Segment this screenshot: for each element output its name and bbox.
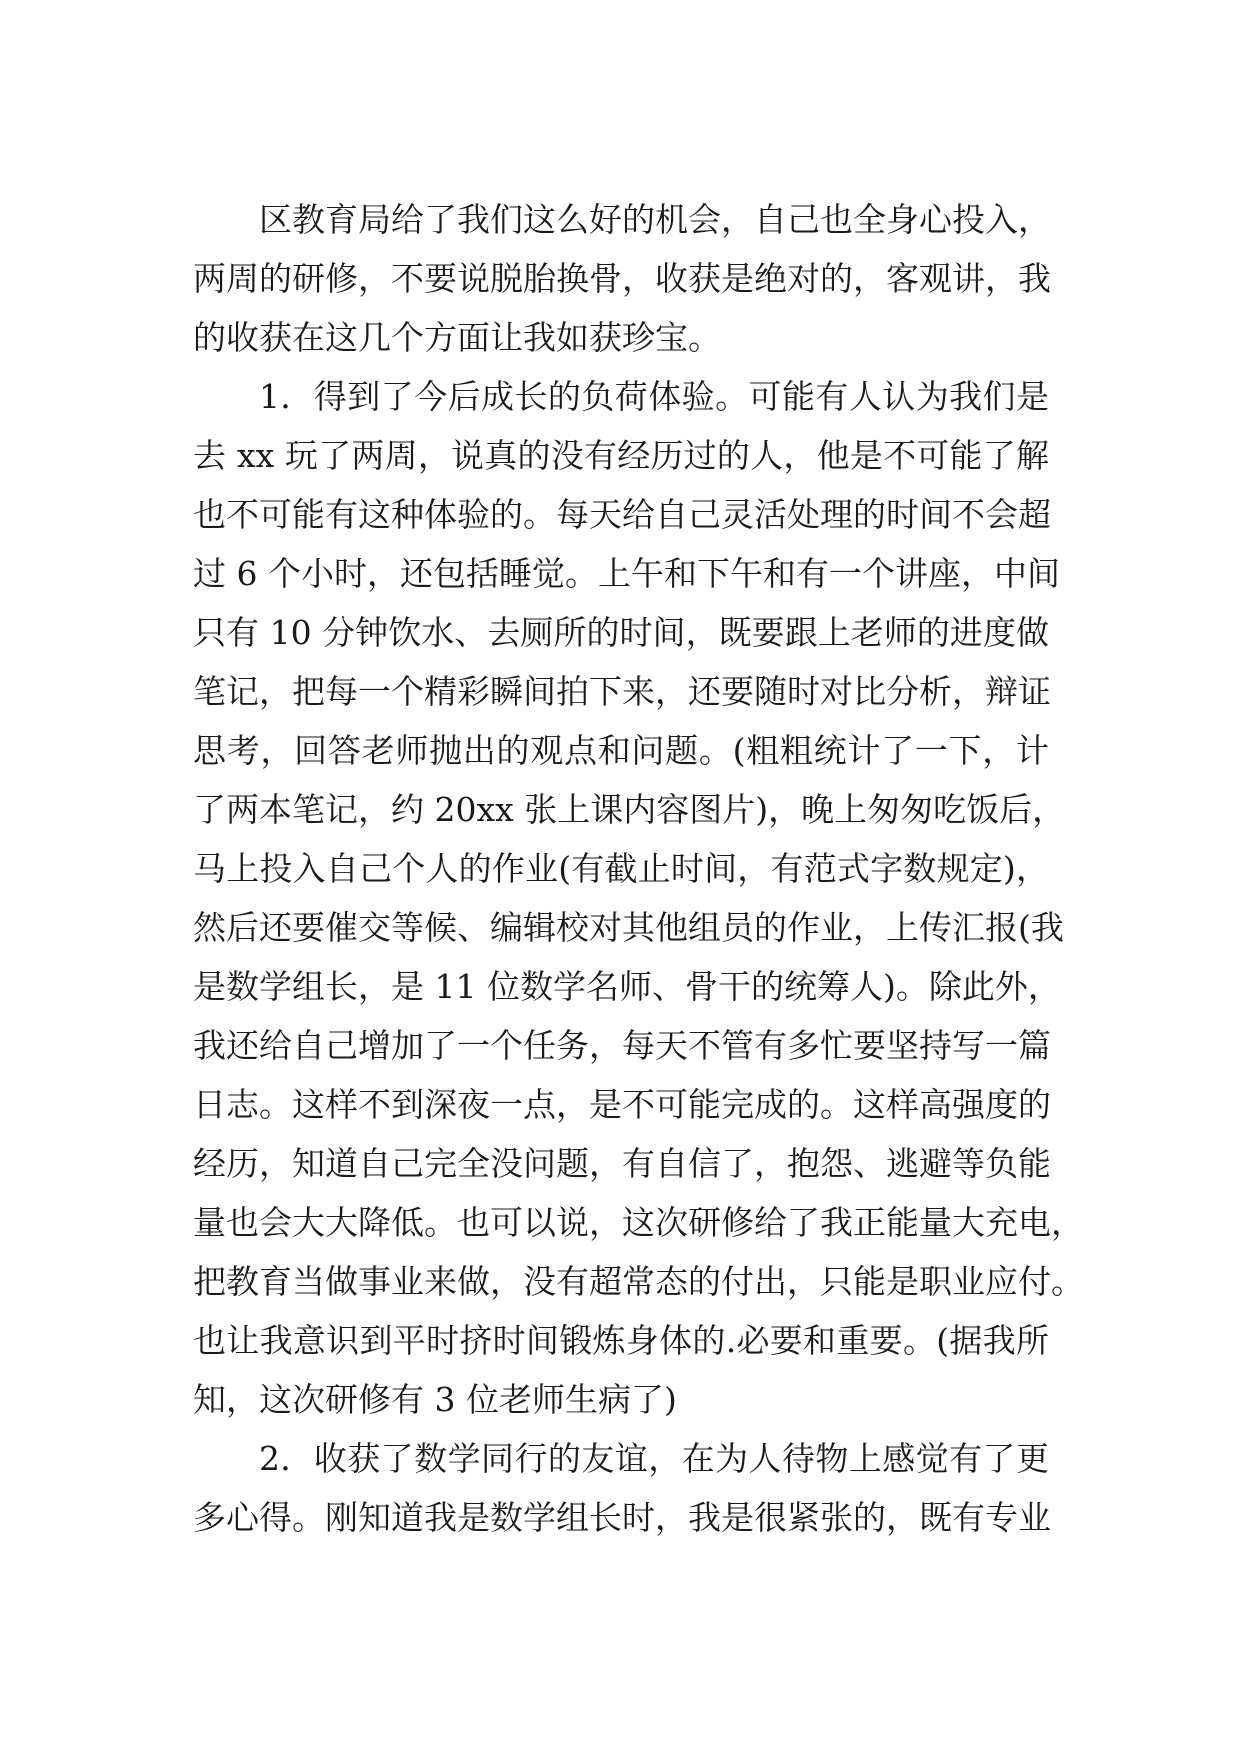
text-line: 去 xx 玩了两周，说真的没有经历过的人，他是不可能了解 [193,436,1049,475]
text-line: 是数学组长，是 11 位数学名师、骨干的统筹人)。除此外， [193,967,1061,1006]
text-line: 笔记，把每一个精彩瞬间拍下来，还要随时对比分析，辩证 [193,672,1051,711]
text-line: 只有 10 分钟饮水、去厕所的时间，既要跟上老师的进度做 [193,613,1049,652]
text-line: 知，这次研修有 3 位老师生病了) [193,1380,677,1419]
text-line: 也不可能有这种体验的。每天给自己灵活处理的时间不会超 [193,495,1051,534]
text-line: 1．得到了今后成长的负荷体验。可能有人认为我们是 [259,377,1049,416]
text-line: 我还给自己增加了一个任务，每天不管有多忙要坚持写一篇 [193,1026,1051,1065]
paragraph-point-2 [193,1429,1049,1547]
text-line: 多心得。刚知道我是数学组长时，我是很紧张的，既有专业 [193,1498,1051,1537]
text-line: 过 6 个小时，还包括睡觉。上午和下午和有一个讲座，中间 [193,554,1060,593]
text-line: 把教育当做事业来做，没有超常态的付出，只能是职业应付。 [193,1262,1084,1301]
text-line: 2．收获了数学同行的友谊，在为人待物上感觉有了更 [259,1439,1049,1478]
text-line: 两周的研修，不要说脱胎换骨，收获是绝对的，客观讲，我 [193,259,1051,298]
paragraph-point-1 [193,367,1084,1429]
text-line: 然后还要催交等候、编辑校对其他组员的作业，上传汇报(我 [193,908,1064,947]
text-line: 经历，知道自己完全没问题，有自信了，抱怨、逃避等负能 [193,1144,1051,1183]
text-line: 日志。这样不到深夜一点，是不可能完成的。这样高强度的 [193,1085,1051,1124]
text-line: 了两本笔记，约 20xx 张上课内容图片)，晚上匆匆吃饭后， [193,790,1066,829]
text-line: 马上投入自己个人的作业(有截止时间，有范式字数规定)， [193,849,1049,888]
text-line: 也让我意识到平时挤时间锻炼身体的.必要和重要。(据我所 [193,1321,1049,1360]
document-body [193,190,1084,1547]
paragraph-intro [193,190,1049,367]
text-line: 思考，回答老师抛出的观点和问题。(粗粗统计了一下，计 [193,731,1049,770]
text-line: 的收获在这几个方面让我如获珍宝。 [193,318,721,357]
text-line: 量也会大大降低。也可以说，这次研修给了我正能量大充电， [193,1203,1084,1242]
text-line: 区教育局给了我们这么好的机会，自己也全身心投入， [259,200,1051,239]
